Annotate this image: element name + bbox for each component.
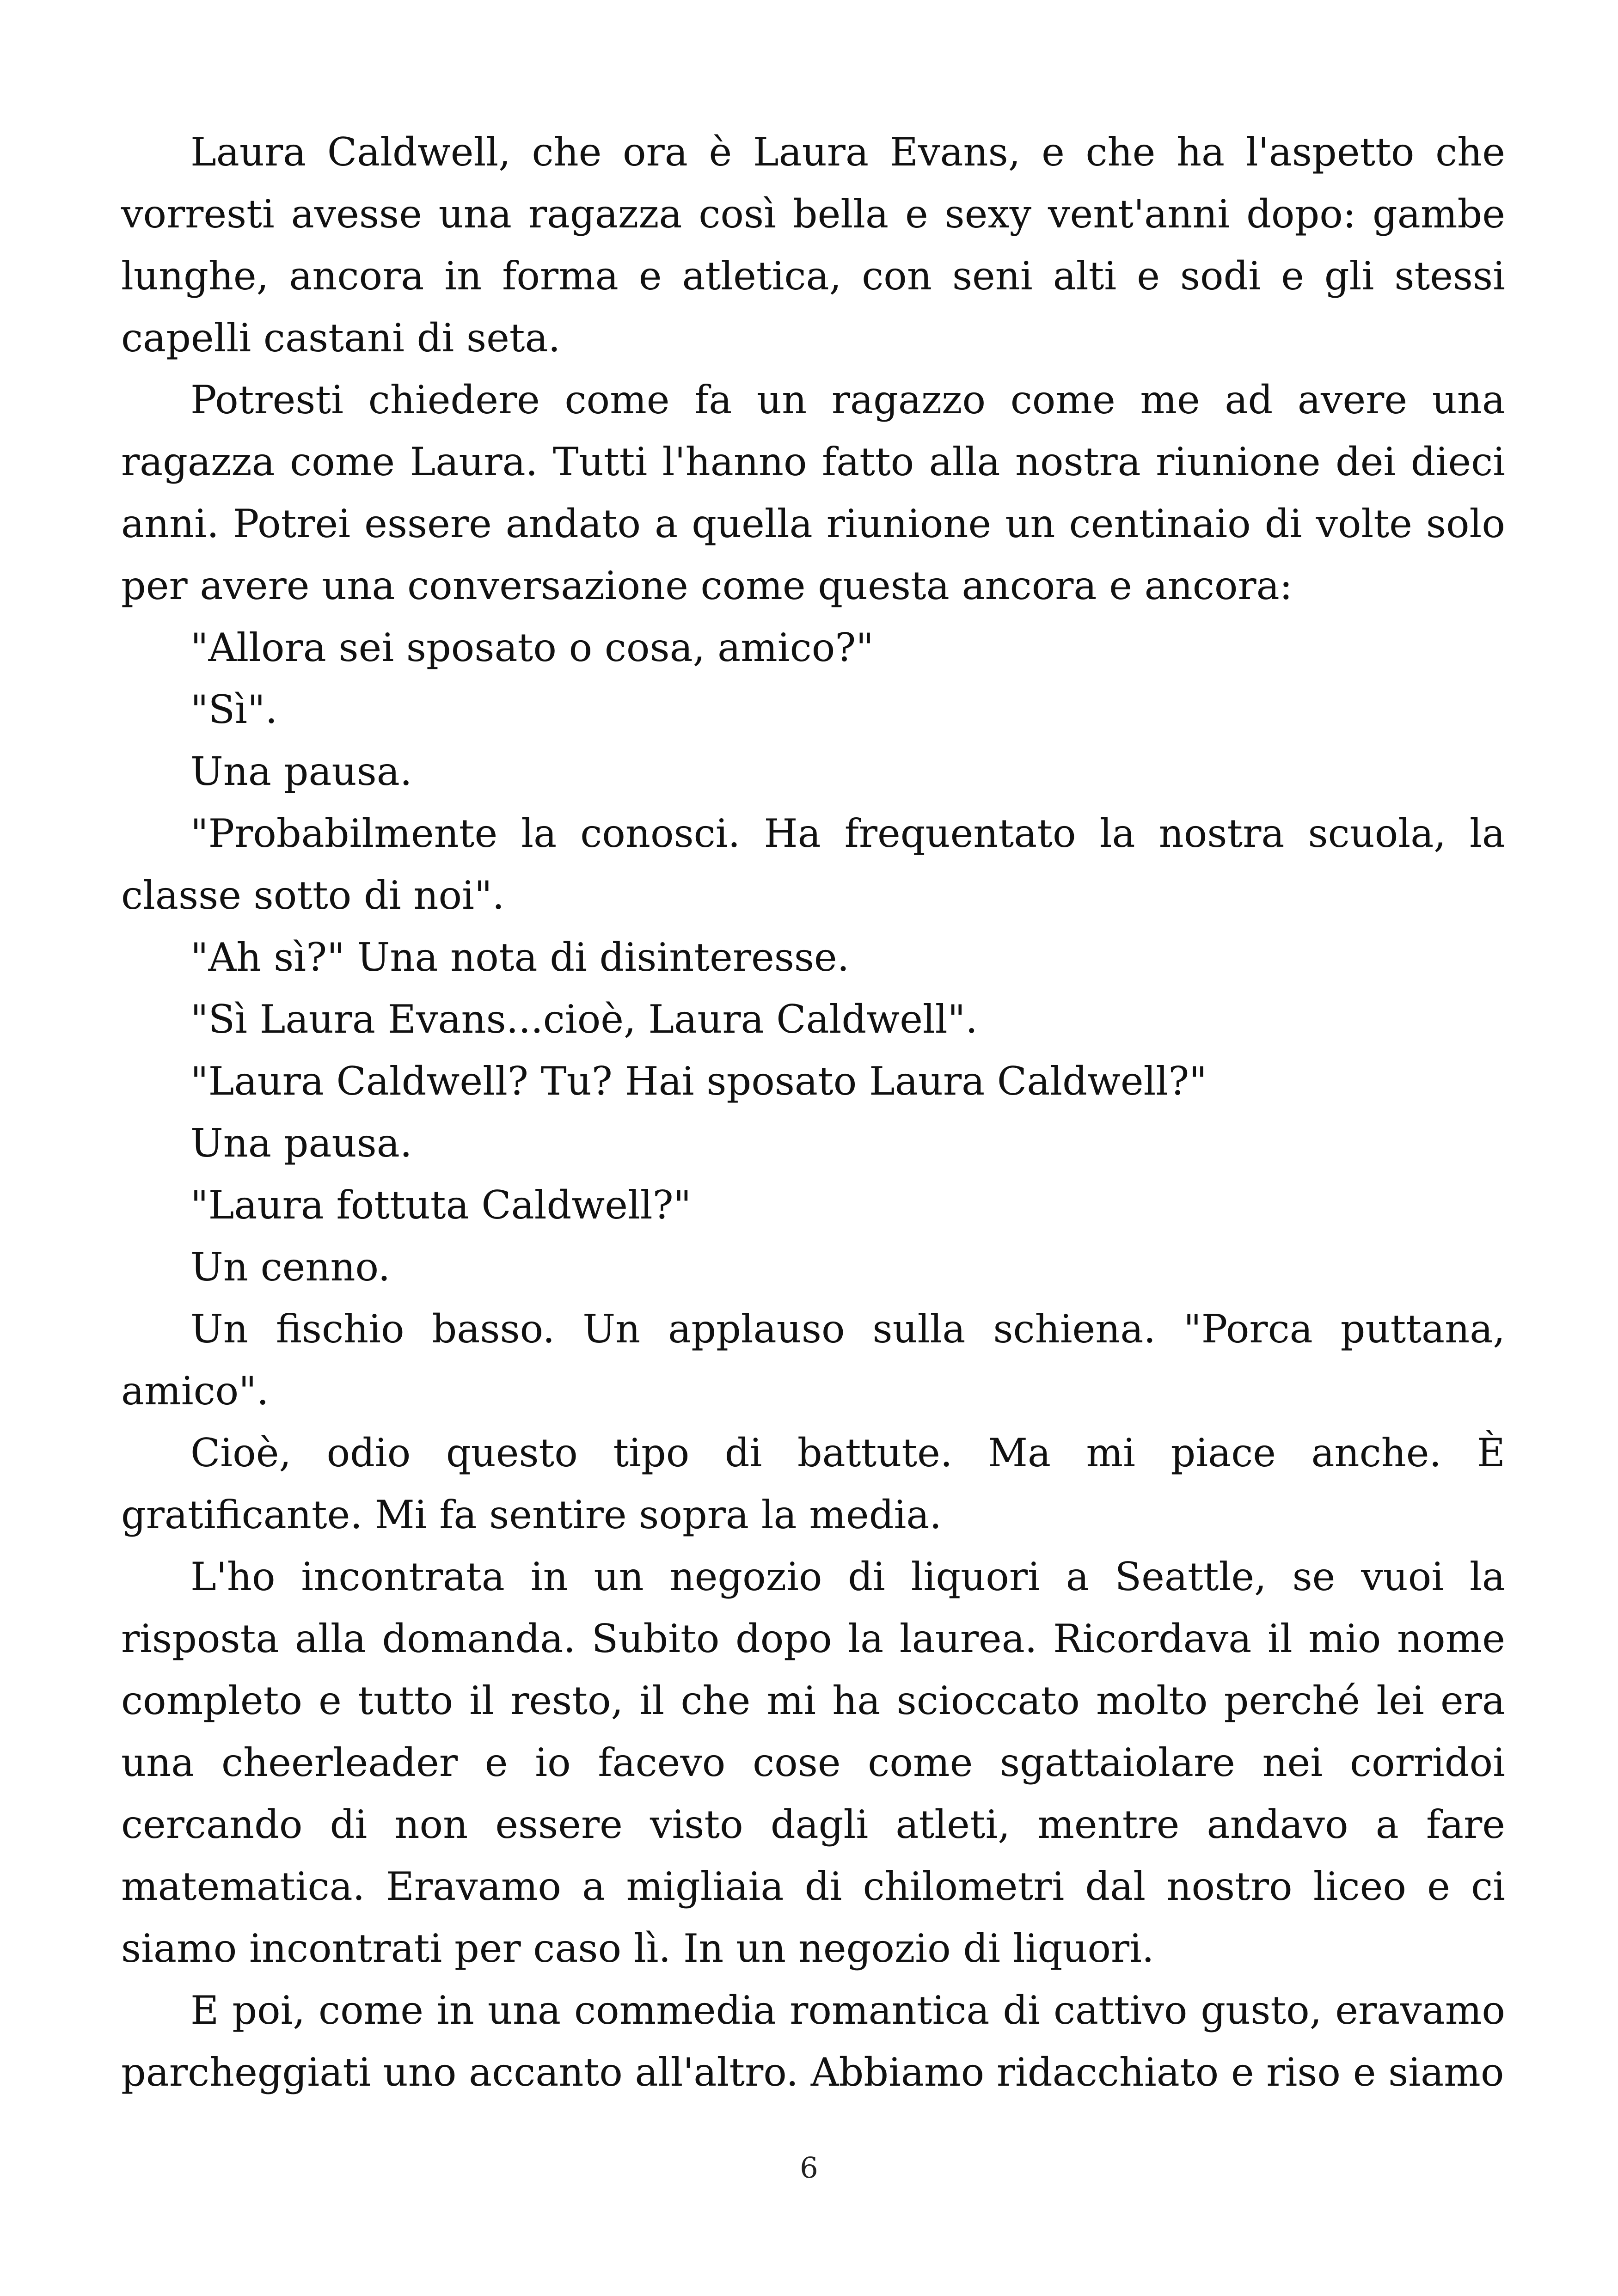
paragraph-5: Una pausa. [190,749,412,794]
paragraph-9: "Laura Caldwell? Tu? Hai sposato Laura Caldwell?" [190,1059,1207,1104]
paragraph-6: "Probabilmente la conosci. Ha frequentato la nostra scuola, la classe sotto di noi". [121,811,1505,918]
paragraph-8: "Sì Laura Evans...cioè, Laura Caldwell". [190,997,978,1042]
paragraph-7: "Ah sì?" Una nota di disinteresse. [190,935,850,980]
paragraph-1: Laura Caldwell, che ora è Laura Evans, e che ha l'aspetto che vorresti avesse una ragazza così bella e sexy vent'anni dopo: gambe lunghe, ancora in forma e atletica, con seni alti e sodi e gli stessi capelli castani di seta. [121,129,1505,361]
paragraph-4: "Sì". [190,687,278,732]
paragraph-16: E poi, come in una commedia romantica di cattivo gusto, eravamo parcheggiati uno accanto all'altro. Abbiamo ridacchiato e riso e siamo [121,1988,1505,2095]
paragraph-11: "Laura fottuta Caldwell?" [190,1182,692,1228]
paragraph-13: Un fischio basso. Un applauso sulla schiena. "Porca puttana, amico". [121,1306,1505,1414]
paragraph-2: Potresti chiedere come fa un ragazzo come me ad avere una ragazza come Laura. Tutti l'hanno fatto alla nostra riunione dei dieci anni. Potrei essere andato a quella riunione un centinaio di volte solo per avere una conversazione come questa ancora e ancora: [121,377,1505,608]
paragraph-15: L'ho incontrata in un negozio di liquori a Seattle, se vuoi la risposta alla domanda. Subito dopo la laurea. Ricordava il mio nome completo e tutto il resto, il che mi ha scioccato molto perché lei era una cheerleader e io facevo cose come sgattaiolare nei corridoi cercando di non essere visto dagli atleti, mentre andavo a fare matematica. Eravamo a migliaia di chilometri dal nostro liceo e ci siamo incontrati per caso lì. In un negozio di liquori. [121,1554,1505,1971]
paragraph-10: Una pausa. [190,1120,412,1166]
paragraph-3: "Allora sei sposato o cosa, amico?" [190,625,874,670]
paragraph-12: Un cenno. [190,1244,391,1290]
paragraph-14: Cioè, odio questo tipo di battute. Ma mi piace anche. È gratificante. Mi fa sentire sopra la media. [121,1430,1505,1537]
body-text [121,121,1505,2103]
page-number: 6 [800,2151,818,2185]
